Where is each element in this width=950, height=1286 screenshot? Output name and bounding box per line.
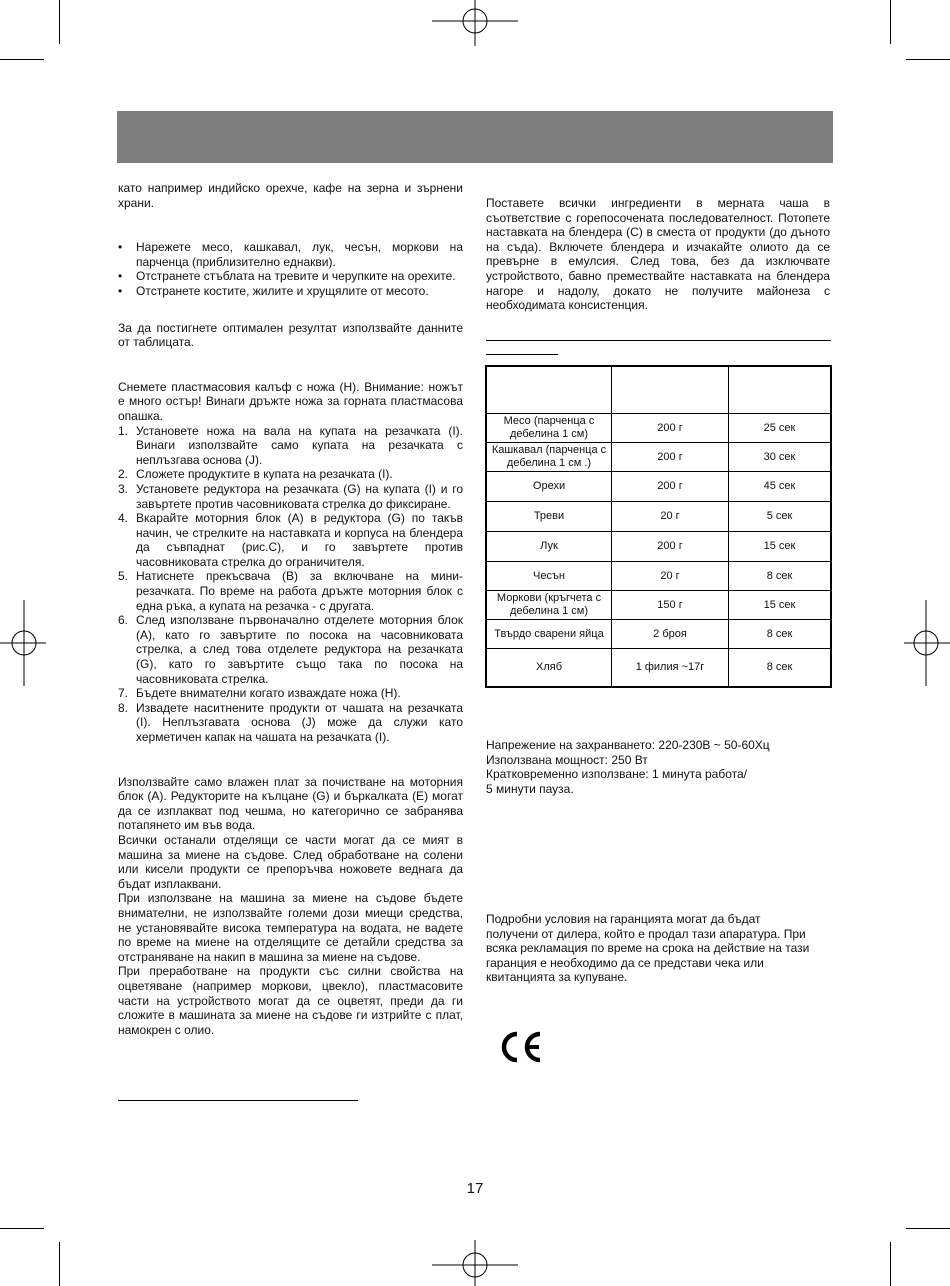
trim-mark	[0, 1228, 44, 1229]
table-cell: 15 сек	[729, 532, 832, 562]
cleaning-paragraph: Използвайте само влажен плат за почистване на моторния блок (A). Редукторите на кълцане (G) и бъркалката (E) могат да се изплакват под чешма, но категорично се забранява потапянето им във вода.	[118, 774, 463, 833]
step-number: 6.	[118, 613, 129, 628]
step-number: 1.	[118, 423, 129, 438]
table-cell: Твърдо сварени яйца	[486, 620, 612, 649]
step-number: 2.	[118, 467, 129, 482]
trim-mark	[906, 1228, 950, 1229]
list-item	[118, 686, 463, 701]
table-cell: Моркови (кръгчета с дебелина 1 см)	[486, 591, 612, 620]
table-cell: 25 сек	[729, 414, 832, 443]
table-row	[486, 591, 831, 620]
table-cell: Треви	[486, 502, 612, 532]
step-text: Сложете продуктите в купата на резачката (I).	[136, 467, 393, 482]
table-cell: 45 сек	[729, 472, 832, 502]
page-number: 17	[466, 1180, 484, 1197]
step-number: 4.	[118, 511, 129, 526]
list-item	[118, 467, 463, 482]
table-cell: 200 г	[612, 532, 729, 562]
intro-text: като например индийско орехче, кафе на зерна и зърнени храни.	[118, 181, 463, 210]
step-text: Вкарайте моторния блок (A) в редуктора (G) по такъв начин, че стрелките на наставката и корпуса на блендера да съвпаднат (рис.C), и го завъртете против часовниковата стрелка до ограничителя.	[136, 511, 463, 569]
table-row	[486, 472, 831, 502]
registration-mark-right	[904, 600, 950, 686]
table-cell: Месо (парченца с дебелина 1 см)	[486, 414, 612, 443]
step-number: 7.	[118, 686, 129, 701]
prep-list	[118, 240, 463, 298]
table-row	[486, 649, 831, 687]
warranty-block	[486, 912, 816, 985]
table-cell: 8 сек	[729, 620, 832, 649]
spec-line: Напрежение на захранването: 220-230В ~ 50-60Хц	[486, 738, 770, 752]
table-header-cell	[729, 366, 832, 414]
right-column	[486, 196, 830, 313]
table-cell: Кашкавал (парченца с дебелина 1 см .)	[486, 443, 612, 472]
list-item	[118, 613, 463, 686]
left-column	[118, 181, 463, 1037]
step-text: Извадете наситнените продукти от чашата на резачката (I). Неплъзгавата основа (J) може да служи като херметичен капак на чашата на резачката (I).	[136, 700, 463, 744]
table-header-row	[486, 366, 831, 414]
table-header-cell	[486, 366, 612, 414]
trim-mark	[59, 0, 60, 44]
registration-mark-top	[432, 0, 518, 46]
table-cell: 5 сек	[729, 502, 832, 532]
step-number: 5.	[118, 569, 129, 584]
step-text: Установете ножа на вала на купата на резачката (I). Винаги използвайте само купата на резачката с неплъзгава основа (J).	[136, 423, 463, 467]
table-cell: 8 сек	[729, 562, 832, 591]
table-row	[486, 502, 831, 532]
section-rule	[118, 1100, 358, 1101]
spec-line: Използвана мощност: 250 Вт	[486, 752, 648, 767]
steps-list	[118, 424, 463, 745]
trim-mark	[906, 59, 950, 60]
step-number: 3.	[118, 481, 129, 496]
table-cell: 15 сек	[729, 591, 832, 620]
list-item: • Отстранете костите, жилите и хрущялите от месото.	[118, 284, 463, 299]
processing-table	[485, 365, 832, 688]
table-cell: 20 г	[612, 562, 729, 591]
table-cell: Орехи	[486, 472, 612, 502]
cleaning-paragraph: При използване на машина за миене на съдове бъдете внимателни, не използвайте големи дози миещи средства, не установявайте висока температура на водата, не вадете по време на миене на отделящите се детайли средства за отстраняване на накип в машина за миене на съдове.	[118, 891, 463, 964]
step-text: След използване първоначално отделете моторния блок (A), като го завъртите по посока на часовниковата стрелка, а след това отделете редуктора на резачката (G), като го завъртите също така по посока на часовниковата стрелка.	[136, 613, 463, 686]
table-hint-text: За да постигнете оптимален резултат използвайте данните от таблицата.	[118, 320, 463, 350]
cleaning-paragraph: При преработване на продукти със силни свойства на оцветяване (например моркови, цвекло), пластмасовите части на устройството могат да се оцветят, преди да ги сложите в машината за миене на съдове ги изтрийте с плат, намокрен с олио.	[118, 964, 463, 1037]
table-cell: 30 сек	[729, 443, 832, 472]
table-cell: 200 г	[612, 414, 729, 443]
section-rule	[486, 340, 831, 341]
table-cell: Лук	[486, 532, 612, 562]
ce-mark-logo	[498, 1030, 544, 1069]
trim-mark	[890, 0, 891, 44]
table-header-cell	[612, 366, 729, 414]
table-cell: 150 г	[612, 591, 729, 620]
table-cell: 200 г	[612, 443, 729, 472]
table-row	[486, 532, 831, 562]
mayo-text: Поставете всички ингредиенти в мерната чаша в съответствие с горепосочената последователност. Потопете наставката на блендера (C) в сместа от продукти (до дъното на съда). Включете блендера и изчакайте олиото да се превърне в емулсия. След това, без да изключвате устройството, бавно премествайте наставката на блендера нагоре и надолу, докато не получите майонеза с необходимата консистенция.	[486, 196, 830, 313]
table-cell: Хляб	[486, 649, 612, 687]
table-row	[486, 620, 831, 649]
step-text: Бъдете внимателни когато изваждате ножа (H).	[136, 686, 401, 701]
list-item: • Отстранете стъблата на тревите и черупките на орехите.	[118, 269, 463, 284]
header-band	[117, 111, 833, 163]
list-item	[118, 482, 463, 511]
list-item	[118, 701, 463, 745]
step-text: Натиснете прекъсвача (B) за включване на мини-резачката. По време на работа дръжте моторния блок с една ръка, а купата на резачка - с другата.	[136, 569, 463, 613]
list-item	[118, 511, 463, 569]
list-item	[118, 569, 463, 613]
table-cell: 2 броя	[612, 620, 729, 649]
table-row	[486, 443, 831, 472]
table-cell: 1 филия ~17г	[612, 649, 729, 687]
warranty-text: Подробни условия на гаранцията могат да бъдат получени от дилера, който е продал тази апаратура. При всяка рекламация по време на срока на действие на тази гаранция е необходимо да се представи чека или квитанцията за купуване.	[486, 912, 810, 985]
list-item: • Нарежете месо, кашкавал, лук, чесън, моркови на парченца (приблизително еднакви).	[118, 240, 463, 269]
registration-mark-bottom	[432, 1240, 518, 1286]
list-item	[118, 424, 463, 468]
table-row	[486, 562, 831, 591]
knife-intro-text: Снемете пластмасовия калъф с ножа (H). Внимание: ножът е много остър! Винаги дръжте ножа за горната пластмасова опашка.	[118, 379, 463, 423]
table-cell: 200 г	[612, 472, 729, 502]
table-cell: Чесън	[486, 562, 612, 591]
table-row	[486, 414, 831, 443]
table-cell: 20 г	[612, 502, 729, 532]
specs-block	[486, 738, 830, 796]
spec-line: 5 минути пауза.	[486, 781, 574, 796]
registration-mark-left	[0, 600, 46, 686]
trim-mark	[890, 1242, 891, 1286]
cleaning-paragraph: Всички останали отделящи се части могат да се мият в машина за миене на съдове. След обработване на солени или кисели продукти се препоръчва ножовете веднага да бъдат изплаквани.	[118, 832, 463, 891]
spec-line: Кратковременно използване: 1 минута работа/	[486, 767, 747, 782]
table-cell: 8 сек	[729, 649, 832, 687]
step-text: Установете редуктора на резачката (G) на купата (I) и го завъртете против часовниковата стрелка до фиксиране.	[136, 481, 463, 511]
section-rule-short	[486, 354, 558, 355]
step-number: 8.	[118, 700, 129, 715]
trim-mark	[0, 59, 44, 60]
trim-mark	[59, 1242, 60, 1286]
